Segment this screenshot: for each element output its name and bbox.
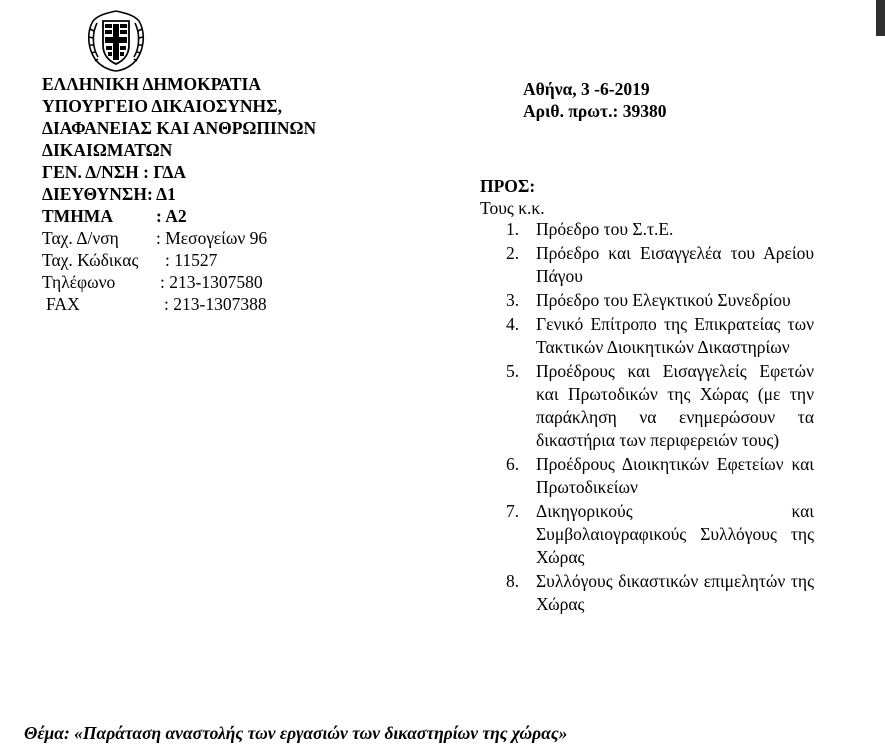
list-item-number: 4. xyxy=(506,314,520,334)
list-item-text: Προέδρους Διοικητικών Εφετείων και Πρωτοδικείων xyxy=(536,454,814,497)
recipients-list xyxy=(498,218,814,617)
list-item-text: Δικηγορικούς και Συμβολαιογραφικούς Συλλόγους της Χώρας xyxy=(536,501,814,567)
list-item-text: Πρόεδρο του Ελεγκτικού Συνεδρίου xyxy=(536,290,791,310)
list-item xyxy=(498,289,814,312)
list-item xyxy=(498,313,814,359)
header-line-phone xyxy=(42,271,316,293)
list-item xyxy=(498,500,814,569)
document-meta xyxy=(523,78,666,122)
header-line-section xyxy=(42,205,316,227)
header-line-directorate-general: ΓΕΝ. Δ/ΝΣΗ : ΓΔΑ xyxy=(42,162,186,182)
header-line-fax xyxy=(42,293,316,315)
list-item xyxy=(498,360,814,452)
header-line-republic: ΕΛΛΗΝΙΚΗ ΔΗΜΟΚΡΑΤΙΑ xyxy=(42,74,261,94)
list-item xyxy=(498,453,814,499)
header-line-rights: ΔΙΚΑΙΩΜΑΤΩΝ xyxy=(42,140,173,160)
list-item-number: 8. xyxy=(506,571,520,591)
postal-value: : 11527 xyxy=(165,250,218,270)
list-item-number: 1. xyxy=(506,219,520,239)
list-item-number: 7. xyxy=(506,501,520,521)
address-label: Ταχ. Δ/νση xyxy=(42,228,119,248)
address-value: : Μεσογείων 96 xyxy=(156,228,268,248)
section-label: ΤΜΗΜΑ xyxy=(42,206,113,226)
sender-block xyxy=(42,73,316,315)
postal-label: Ταχ. Κώδικας xyxy=(42,250,139,270)
fax-label: FAX xyxy=(46,294,80,314)
header-line-postal xyxy=(42,249,316,271)
list-item-text: Προέδρους και Εισαγγελείς Εφετών και Πρωτοδικών της Χώρας (με την παράκληση να ενημερώσουν τα δικαστήρια των περιφερειών τους) xyxy=(536,361,814,450)
list-item-text: Πρόεδρο και Εισαγγελέα του Αρείου Πάγου xyxy=(536,243,814,286)
document-date: Αθήνα, 3 -6-2019 xyxy=(523,79,650,99)
header-line-directorate: ΔΙΕΥΘΥΝΣΗ: Δ1 xyxy=(42,184,176,204)
list-item xyxy=(498,570,814,616)
section-value: : Α2 xyxy=(156,206,187,226)
window-edge-bar xyxy=(876,0,885,36)
header-line-ministry: ΥΠΟΥΡΓΕΙΟ ΔΙΚΑΙΟΣΥΝΗΣ, xyxy=(42,96,282,116)
list-item-number: 2. xyxy=(506,243,520,263)
recipients-intro: Τους κ.κ. xyxy=(480,198,545,218)
list-item xyxy=(498,242,814,288)
subject-line: Θέμα: «Παράταση αναστολής των εργασιών των δικαστηρίων της χώρας» xyxy=(24,723,568,743)
fax-value: : 213-1307388 xyxy=(164,294,267,314)
greek-coat-of-arms-icon xyxy=(81,7,151,73)
phone-value: : 213-1307580 xyxy=(160,272,263,292)
protocol-number: Αριθ. πρωτ.: 39380 xyxy=(523,101,667,121)
list-item xyxy=(498,218,814,241)
header-line-ministry-cont: ΔΙΑΦΑΝΕΙΑΣ ΚΑΙ ΑΝΘΡΩΠΙΝΩΝ xyxy=(42,118,317,138)
list-item-number: 5. xyxy=(506,361,520,381)
list-item-number: 3. xyxy=(506,290,520,310)
list-item-number: 6. xyxy=(506,454,520,474)
list-item-text: Συλλόγους δικαστικών επιμελητών της Χώρας xyxy=(536,571,814,614)
phone-label: Τηλέφωνο xyxy=(42,272,116,292)
header-line-address xyxy=(42,227,316,249)
recipients-heading: ΠΡΟΣ: xyxy=(480,176,536,196)
list-item-text: Πρόεδρο του Σ.τ.Ε. xyxy=(536,219,674,239)
list-item-text: Γενικό Επίτροπο της Επικρατείας των Τακτικών Διοικητικών Δικαστηρίων xyxy=(536,314,814,357)
